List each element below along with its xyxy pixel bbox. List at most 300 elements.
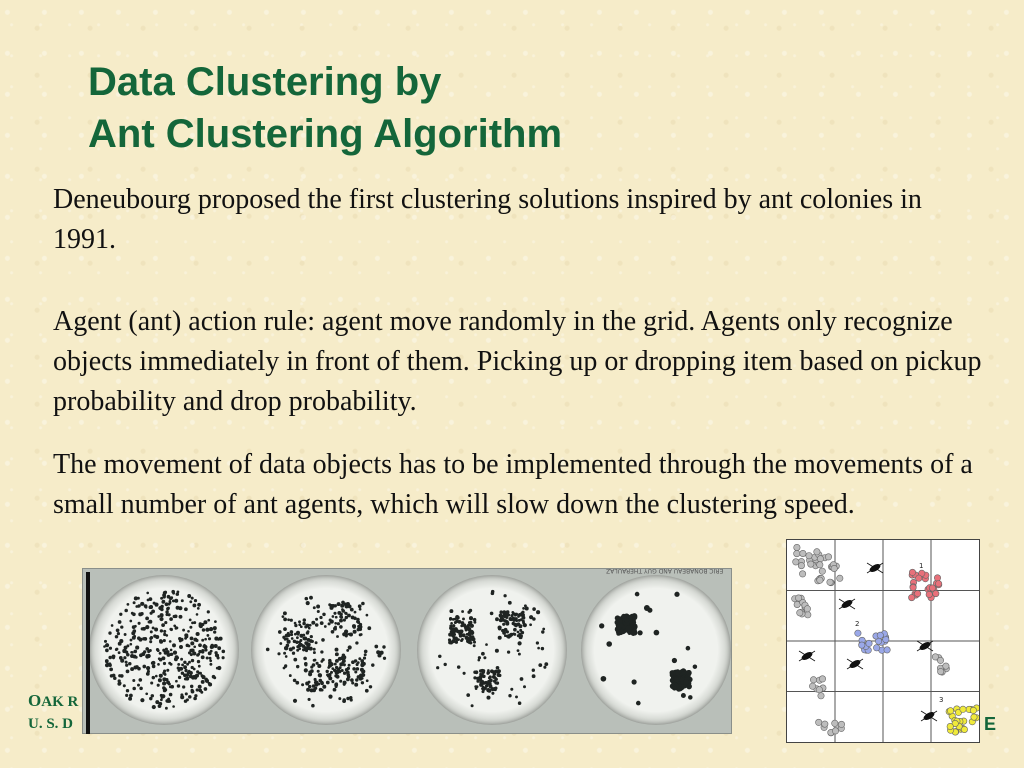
dish-item — [339, 625, 343, 629]
dish-item — [313, 659, 316, 662]
dish-item — [624, 618, 629, 623]
dish-item — [363, 657, 366, 660]
dish-item — [308, 685, 311, 688]
dish-item — [178, 676, 181, 679]
dish-item — [305, 624, 309, 628]
dish-item — [302, 644, 306, 648]
dish-item — [189, 619, 192, 622]
dish-item — [631, 631, 636, 636]
dish-item — [174, 599, 178, 603]
dish-item — [354, 659, 357, 662]
dish-item — [342, 659, 346, 663]
dish-item — [674, 592, 679, 597]
dish-item — [163, 687, 166, 690]
dish-item — [491, 689, 494, 692]
dish-item — [485, 643, 488, 646]
dish-item — [541, 647, 544, 650]
dish-item — [180, 658, 183, 661]
dish-item — [311, 704, 315, 708]
dish-item — [160, 613, 164, 617]
dish-item — [131, 631, 135, 635]
dish-item — [346, 670, 350, 674]
dish-item — [216, 667, 219, 670]
dish-item — [637, 630, 642, 635]
dish-item — [314, 678, 317, 681]
dish-4-items — [581, 575, 731, 725]
dish-item — [494, 687, 497, 690]
dish-item — [317, 664, 321, 668]
dish-item — [510, 688, 513, 691]
grid-object — [960, 706, 966, 712]
dish-item — [290, 619, 293, 622]
dish-item — [371, 663, 374, 666]
dish-item — [503, 594, 506, 597]
dish-item — [120, 625, 123, 628]
grid-object — [947, 723, 953, 729]
dish-item — [189, 671, 193, 675]
dish-item — [492, 672, 495, 675]
dish-item — [538, 663, 542, 667]
dish-item — [137, 684, 140, 687]
dish-item — [326, 673, 329, 676]
dish-item — [683, 679, 689, 685]
dish-item — [137, 604, 140, 607]
dish-item — [124, 609, 128, 613]
dish-item — [537, 647, 540, 650]
dish-item — [328, 659, 331, 662]
dish-item — [308, 698, 311, 701]
dish-item — [115, 635, 118, 638]
dish-item — [303, 657, 307, 661]
dish-item — [489, 675, 492, 678]
dish-item — [681, 693, 686, 698]
dish-item — [177, 684, 180, 687]
dish-item — [190, 685, 193, 688]
dish-item — [461, 638, 464, 641]
dish-item — [297, 633, 300, 636]
dish-item — [354, 670, 357, 673]
dish-item — [183, 665, 187, 669]
dish-item — [181, 671, 184, 674]
dish-item — [672, 658, 677, 663]
dish-item — [507, 650, 510, 653]
dish-item — [449, 609, 453, 613]
dish-item — [118, 674, 121, 677]
dish-3-items — [417, 575, 567, 725]
dish-item — [364, 653, 367, 656]
dish-item — [134, 625, 137, 628]
dish-item — [148, 620, 152, 624]
footer-line2: U. S. D — [28, 716, 74, 732]
dish-item — [619, 623, 623, 627]
dish-item — [529, 615, 533, 619]
grid-object — [910, 584, 916, 590]
grid-object — [929, 585, 935, 591]
dish-item — [191, 622, 194, 625]
dish-item — [138, 622, 141, 625]
dish-item — [334, 674, 337, 677]
dish-item — [333, 627, 337, 631]
cluster-label: 3 — [939, 696, 944, 704]
dish-item — [489, 684, 492, 687]
dish-item — [208, 637, 211, 640]
dish-item — [139, 653, 143, 657]
dish-item — [481, 652, 485, 656]
dish-item — [468, 641, 471, 644]
grid-object — [816, 719, 822, 725]
dish-item — [496, 681, 499, 684]
dish-item — [278, 630, 282, 634]
dish-item — [459, 634, 463, 638]
dish-item — [340, 604, 344, 608]
dish-item — [163, 639, 166, 642]
dish-item — [313, 648, 316, 651]
dish-item — [279, 642, 282, 645]
dish-item — [501, 629, 504, 632]
dish-item — [106, 663, 110, 667]
grid-object — [822, 721, 828, 727]
dish-item — [168, 662, 171, 665]
dish-item — [162, 671, 165, 674]
dish-item — [334, 622, 337, 625]
dish-item — [352, 624, 356, 628]
dish-item — [133, 650, 137, 654]
dish-item — [311, 640, 314, 643]
title-line-1: Data Clustering by — [88, 60, 442, 104]
dish-item — [150, 612, 153, 615]
dish-item — [154, 628, 158, 632]
dish-item — [359, 608, 362, 611]
dish-item — [132, 679, 135, 682]
dish-item — [119, 656, 123, 660]
dish-item — [495, 649, 499, 653]
dish-item — [518, 641, 522, 645]
dish-item — [350, 608, 354, 612]
dish-item — [544, 662, 548, 666]
dish-item — [192, 652, 196, 656]
dish-item — [360, 659, 364, 663]
dish-item — [144, 604, 148, 608]
dish-item — [117, 632, 120, 635]
dish-item — [163, 591, 167, 595]
dish-item — [513, 628, 517, 632]
dish-item — [155, 635, 159, 639]
dish-item — [198, 643, 202, 647]
dish-item — [686, 670, 692, 676]
dish-item — [155, 675, 158, 678]
dish-item — [109, 647, 112, 650]
grid-object — [943, 663, 949, 669]
dish-item — [339, 680, 342, 683]
dish-item — [454, 621, 457, 624]
dish-item — [490, 612, 494, 616]
dish-item — [192, 603, 196, 607]
dish-item — [460, 624, 463, 627]
dish-item — [206, 656, 209, 659]
dish-item — [335, 616, 338, 619]
grid-object — [884, 647, 890, 653]
footer-logo-fragment: E — [984, 714, 997, 734]
dish-item — [127, 603, 130, 606]
dish-item — [495, 678, 498, 681]
dish-item — [313, 606, 316, 609]
dish-item — [209, 627, 213, 631]
dish-item — [524, 604, 527, 607]
dish-item — [481, 687, 484, 690]
dish-item — [542, 628, 545, 631]
dish-item — [508, 601, 512, 605]
dish-item — [344, 603, 347, 606]
dish-item — [180, 693, 183, 696]
dish-item — [128, 662, 131, 665]
grid-object — [933, 590, 939, 596]
dish-item — [343, 619, 346, 622]
dish-item — [166, 669, 169, 672]
dish-item — [110, 674, 114, 678]
dish-item — [160, 597, 163, 600]
dish-item — [647, 608, 652, 613]
dish-item — [196, 632, 200, 636]
dish-item — [193, 645, 196, 648]
dish-item — [191, 689, 194, 692]
dish-item — [465, 629, 468, 632]
dish-item — [522, 607, 525, 610]
dish-item — [313, 651, 316, 654]
dish-item — [184, 607, 188, 611]
dish-item — [149, 640, 152, 643]
dish-item — [315, 623, 319, 627]
dish-item — [364, 650, 368, 654]
dish-item — [184, 677, 187, 680]
petri-dish-photo-strip — [82, 568, 732, 734]
dish-item — [115, 648, 118, 651]
dish-item — [284, 665, 287, 668]
dish-item — [491, 692, 494, 695]
dish-item — [150, 681, 153, 684]
dish-item — [123, 684, 126, 687]
grid-object — [793, 559, 799, 565]
grid-object — [794, 544, 800, 550]
dish-item — [289, 647, 293, 651]
dish-item — [463, 672, 466, 675]
dish-item — [118, 679, 121, 682]
dish-item — [166, 607, 169, 610]
grid-object — [947, 708, 953, 714]
dish-item — [315, 618, 318, 621]
dish-item — [179, 645, 183, 649]
dish-item — [497, 669, 501, 673]
dish-item — [161, 623, 165, 627]
dish-item — [193, 638, 197, 642]
dish-item — [336, 635, 339, 638]
grid-object — [797, 610, 803, 616]
dish-item — [145, 625, 149, 629]
dish-item — [361, 677, 364, 680]
dish-item — [487, 689, 491, 693]
dish-item — [133, 601, 136, 604]
dish-item — [304, 668, 308, 672]
dish-item — [109, 668, 113, 672]
dish-item — [478, 656, 481, 659]
dish-item — [193, 668, 196, 671]
dish-item — [296, 649, 299, 652]
dish-item — [359, 625, 362, 628]
dish-item — [529, 623, 532, 626]
dish-item — [173, 624, 176, 627]
dish-item — [599, 623, 604, 628]
dish-item — [454, 636, 458, 640]
dish-item — [380, 651, 384, 655]
grid-object — [866, 640, 872, 646]
dish-item — [294, 633, 297, 636]
grid-object — [937, 657, 943, 663]
dish-item — [338, 697, 341, 700]
dish-2-items — [251, 575, 401, 725]
footer-line1-initial: O — [28, 691, 42, 710]
dish-item — [165, 610, 168, 613]
dish-item — [222, 650, 226, 654]
dish-item — [462, 617, 465, 620]
dish-item — [213, 676, 216, 679]
dish-item — [532, 674, 536, 678]
dish-item — [186, 644, 190, 648]
dish-item — [165, 707, 168, 710]
dish-item — [126, 670, 130, 674]
dish-item — [346, 649, 349, 652]
dish-item — [337, 622, 340, 625]
dish-item — [204, 687, 208, 691]
dish-item — [518, 653, 521, 656]
dish-item — [532, 669, 535, 672]
grid-object — [838, 721, 844, 727]
dish-item — [166, 650, 170, 654]
dish-item — [187, 594, 191, 598]
dish-item — [132, 612, 136, 616]
dish-item — [123, 656, 126, 659]
dish-item — [170, 649, 173, 652]
dish-item — [283, 627, 287, 631]
dish-item — [520, 677, 524, 681]
dish-item — [151, 694, 154, 697]
dish-item — [688, 695, 693, 700]
dish-item — [348, 645, 352, 649]
dish-item — [358, 657, 361, 660]
dish-item — [145, 617, 149, 621]
dish-item — [301, 683, 304, 686]
dish-item — [143, 650, 146, 653]
grid-object — [804, 606, 810, 612]
dish-item — [515, 695, 518, 698]
dish-item — [369, 685, 372, 688]
dish-item — [289, 674, 292, 677]
dish-item — [532, 607, 536, 611]
dish-item — [351, 681, 354, 684]
dish-item — [298, 620, 301, 623]
dish-item — [198, 685, 202, 689]
dish-item — [198, 665, 201, 668]
dish-item — [217, 646, 221, 650]
dish-item — [322, 685, 326, 689]
dish-item — [152, 705, 156, 709]
dish-item — [129, 694, 133, 698]
vertical-marker — [86, 572, 90, 734]
dish-item — [159, 617, 163, 621]
dish-item — [208, 683, 212, 687]
dish-item — [517, 649, 520, 652]
dish-item — [180, 638, 184, 642]
dish-item — [179, 615, 183, 619]
dish-item — [686, 646, 691, 651]
dish-item — [343, 672, 346, 675]
dish-item — [469, 621, 472, 624]
dish-item — [283, 611, 287, 615]
ant-grid-figure — [786, 539, 980, 743]
grid-object — [800, 550, 806, 556]
grid-object — [938, 668, 944, 674]
slide-title — [88, 56, 562, 160]
dish-item — [470, 624, 474, 628]
grid-object — [798, 562, 804, 568]
dish-item — [306, 631, 309, 634]
dish-item — [461, 610, 464, 613]
dish-item — [213, 626, 217, 630]
footer-line1-rest: AK R — [41, 694, 79, 710]
grid-object — [827, 579, 833, 585]
dish-item — [159, 639, 162, 642]
dish-item — [282, 615, 285, 618]
dish-item — [349, 632, 353, 636]
dish-item — [320, 621, 324, 625]
dish-item — [140, 602, 144, 606]
dish-item — [326, 681, 330, 685]
grid-object — [832, 720, 838, 726]
dish-item — [200, 691, 203, 694]
dish-item — [173, 651, 177, 655]
dish-item — [359, 633, 362, 636]
dish-item — [302, 634, 305, 637]
dish-item — [130, 639, 133, 642]
dish-item — [157, 615, 160, 618]
dish-item — [483, 656, 486, 659]
dish-item — [306, 682, 309, 685]
dish-item — [145, 692, 148, 695]
dish-item — [152, 665, 156, 669]
dish-item — [197, 607, 200, 610]
dish-item — [217, 638, 220, 641]
dish-item — [631, 679, 636, 684]
dish-item — [302, 637, 305, 640]
dish-item — [361, 669, 365, 673]
dish-item — [320, 681, 323, 684]
dish-item — [479, 681, 482, 684]
dish-item — [188, 695, 192, 699]
dish-item — [129, 643, 132, 646]
dish-item — [284, 646, 288, 650]
dish-item — [296, 645, 299, 648]
dish-item — [191, 597, 194, 600]
dish-item — [455, 629, 459, 633]
dish-item — [146, 666, 150, 670]
dish-item — [606, 641, 612, 647]
dish-item — [266, 648, 270, 652]
dish-item — [142, 665, 146, 669]
photo-caption: ERIC BONABEAU AND GUY THERAULAZ — [605, 567, 723, 574]
dish-item — [341, 669, 344, 672]
dish-item — [287, 618, 290, 621]
dish-item — [654, 630, 660, 636]
title-line-2: Ant Clustering Algorithm — [88, 112, 563, 156]
grid-object — [816, 687, 822, 693]
